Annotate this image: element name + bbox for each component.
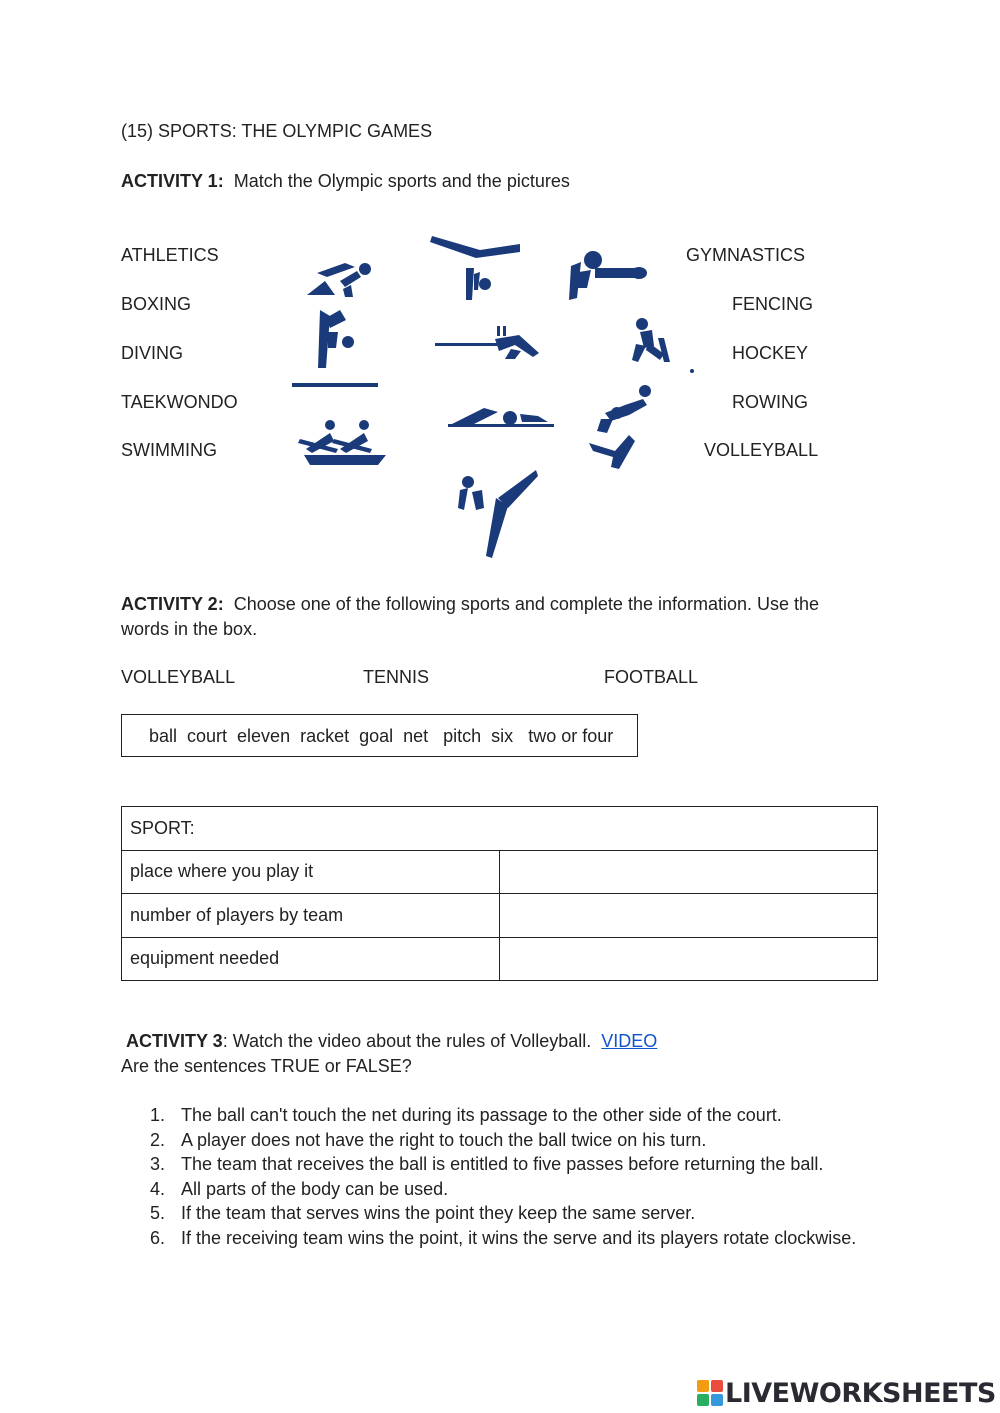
fencing-pictogram [435, 323, 545, 361]
sport-word: HOCKEY [732, 343, 809, 363]
sport-word: BOXING [121, 294, 192, 314]
activity2-instruction: Choose one of the following sports and complete the information. Use the [233, 594, 820, 614]
activity2-label: ACTIVITY 2: [121, 594, 224, 614]
activity1-instruction: Match the Olympic sports and the pictures [233, 171, 570, 191]
list-item: 2. A player does not have the right to touch the ball twice on his turn. [150, 1129, 707, 1150]
sport-option: VOLLEYBALL [121, 667, 236, 687]
list-item: 1. The ball can't touch the net during its passage to the other side of the court. [150, 1105, 782, 1125]
list-item: 6. If the receiving team wins the point, it wins the serve and its players rotate clockwise. [150, 1227, 857, 1248]
list-item: 3. The team that receives the ball is entitled to five passes before returning the ball. [150, 1154, 824, 1174]
athletics-pictogram [305, 253, 375, 298]
row-label: equipment needed [122, 937, 500, 981]
activity3-heading [126, 1031, 657, 1052]
sport-option: FOOTBALL [604, 667, 699, 687]
row-label: place where you play it [122, 850, 500, 894]
answer-cell[interactable] [500, 894, 878, 938]
pictograms-area [280, 228, 700, 563]
statements-list [150, 1103, 856, 1250]
gymnastics-pictogram [430, 234, 525, 302]
activity3-instruction: : Watch the video about the rules of Volleyball. [222, 1031, 592, 1051]
video-link[interactable]: VIDEO [601, 1031, 658, 1051]
sport-word: FENCING [732, 294, 813, 314]
activity1-heading [121, 171, 570, 192]
sport-word: ROWING [732, 392, 808, 412]
sport-info-table [121, 806, 878, 981]
list-item: 5. If the team that serves wins the point they keep the same server. [150, 1203, 696, 1223]
hockey-pictogram [630, 316, 675, 366]
table-row [122, 807, 878, 851]
answer-cell[interactable] [500, 937, 878, 981]
word-box: ball court eleven racket goal net pitch six two or four [121, 714, 638, 757]
rowing-pictogram [290, 383, 390, 468]
activity3-question: Are the sentences TRUE or FALSE? [121, 1056, 412, 1076]
liveworksheets-logo [697, 1376, 996, 1410]
volleyball-pictogram [585, 383, 660, 483]
sport-option: TENNIS [363, 667, 430, 687]
sport-word: GYMNASTICS [686, 245, 806, 265]
diving-pictogram [316, 308, 361, 370]
sport-word: SWIMMING [121, 440, 217, 460]
worksheet-title: (15) SPORTS: THE OLYMPIC GAMES [121, 121, 433, 141]
brand-name: LIVEWORKSHEETS [725, 1377, 996, 1409]
table-row [122, 850, 878, 894]
boxing-pictogram [565, 248, 650, 303]
liveworksheets-icon [697, 1380, 723, 1406]
answer-cell[interactable] [500, 850, 878, 894]
taekwondo-pictogram [452, 468, 542, 560]
activity2-heading [121, 594, 819, 615]
activity3-label: ACTIVITY 3 [126, 1031, 223, 1051]
table-row [122, 894, 878, 938]
table-row [122, 937, 878, 981]
row-label: number of players by team [122, 894, 500, 938]
activity1-label: ACTIVITY 1: [121, 171, 224, 191]
list-item: 4. All parts of the body can be used. [150, 1178, 449, 1199]
sport-word: DIVING [121, 343, 184, 363]
sport-header-cell: SPORT: [122, 807, 878, 851]
sport-word: TAEKWONDO [121, 392, 238, 412]
activity2-instruction-line2: words in the box. [121, 619, 258, 639]
swimming-pictogram [448, 400, 554, 430]
sport-word: ATHLETICS [121, 245, 219, 265]
sport-word: VOLLEYBALL [704, 440, 819, 460]
